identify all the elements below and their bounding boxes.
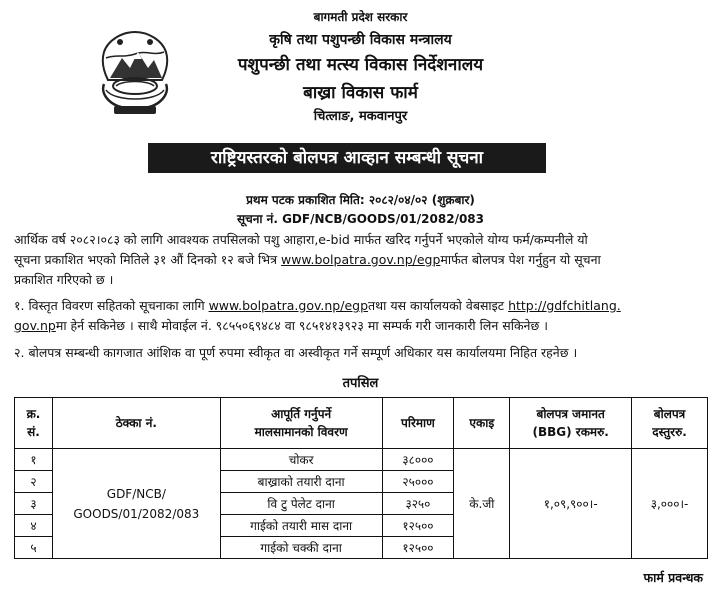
row-item: गाईको तयारी मास दाना xyxy=(220,515,382,537)
row-qty: १२५०० xyxy=(382,515,454,537)
row-sn: २ xyxy=(15,471,53,493)
unit-cell: के.जी xyxy=(454,449,510,559)
office-website-link[interactable]: http://gdfchitlang. xyxy=(508,298,621,313)
row-sn: १ xyxy=(15,449,53,471)
row-sn: ३ xyxy=(15,493,53,515)
notice-title: राष्ट्रियस्तरको बोलपत्र आव्हान सम्बन्धी सूचना xyxy=(148,143,546,173)
signatory-title: फार्म प्रवन्धक xyxy=(643,570,703,585)
published-date-label: प्रथम पटक प्रकाशित मिति: xyxy=(246,193,365,207)
farm-name: बाख्रा विकास फार्म xyxy=(303,83,418,103)
row-sn: ५ xyxy=(15,537,53,559)
fee-amount: ३,०००।- xyxy=(632,449,708,559)
contract-number: GDF/NCB/ GOODS/01/2082/083 xyxy=(52,449,220,559)
bolpatra-link[interactable]: www.bolpatra.gov.np/egp xyxy=(208,298,369,313)
row-qty: २५००० xyxy=(382,471,454,493)
intro-paragraph xyxy=(14,230,714,290)
col-unit: एकाइ xyxy=(454,398,510,449)
point-text: तथा यस कार्यालयको वेबसाइट xyxy=(368,298,509,313)
egp-link[interactable]: www.bolpatra.gov.np/egp xyxy=(280,252,441,267)
point-1-line-2 xyxy=(14,316,714,336)
table-header-row xyxy=(15,398,708,449)
table-row xyxy=(15,449,708,471)
tender-table xyxy=(14,397,708,559)
notice-number-label: सूचना नं. xyxy=(236,212,278,226)
point-text: मा हेर्न सकिनेछ । साथै मोवाईल नं. ९८५५०६९४८४ वा ९८५१४१३९२३ मा सम्पर्क गरी जानकारी लिन सकिनेछ । xyxy=(55,318,548,333)
table-caption: तपसिल xyxy=(342,376,379,391)
row-qty: ३८००० xyxy=(382,449,454,471)
row-item: चोकर xyxy=(220,449,382,471)
notice-number: GDF/NCB/GOODS/01/2082/083 xyxy=(282,212,484,226)
row-qty: ३२५० xyxy=(382,493,454,515)
point-text: १. विस्तृत विवरण सहितको सूचनाका लागि xyxy=(14,298,209,313)
published-date-line xyxy=(0,191,721,208)
point-2-line: २. बोलपत्र सम्बन्धी कागजात आंशिक वा पूर्ण रुपमा स्वीकृत वा अस्वीकृत गर्ने सम्पूर्ण अधिकार यस कार्यालयमा निहित रहनेछ । xyxy=(14,345,578,360)
intro-line-1: आर्थिक वर्ष २०८२।०८३ को लागि आवश्यक तपसिलको पशु आहारा,e-bid मार्फत खरिद गर्नुपर्ने भएकोले योग्य फर्म/कम्पनीले यो xyxy=(14,232,588,247)
col-description: आपूर्ति गर्नुपर्ने मालसामानको विवरण xyxy=(220,398,382,449)
point-2 xyxy=(14,343,714,363)
row-item: बाख्राको तयारी दाना xyxy=(220,471,382,493)
intro-line-3: प्रकाशित गरिएको छ । xyxy=(14,272,114,287)
point-1 xyxy=(14,296,714,336)
bbg-amount: १,०९,९००।- xyxy=(510,449,632,559)
col-sn: क्र. सं. xyxy=(15,398,53,449)
row-sn: ४ xyxy=(15,515,53,537)
col-fee: बोलपत्र दस्तुररु. xyxy=(632,398,708,449)
office-website-link-cont[interactable]: gov.np xyxy=(14,318,56,333)
col-contract: ठेक्का नं. xyxy=(52,398,220,449)
row-item: गाईको चक्की दाना xyxy=(220,537,382,559)
published-date: २०८२/०४/०२ (शुक्रबार) xyxy=(368,193,475,207)
row-item: वि टु पेलेट दाना xyxy=(220,493,382,515)
province-name: बागमती प्रदेश सरकार xyxy=(313,10,408,24)
ministry-name: कृषि तथा पशुपन्छी विकास मन्त्रालय xyxy=(269,32,452,48)
intro-line-2 xyxy=(14,250,714,270)
intro-text: मार्फत बोलपत्र पेश गर्नुहुन यो सूचना xyxy=(440,252,601,267)
point-1-line-1 xyxy=(14,296,714,316)
notice-number-line xyxy=(0,210,721,227)
row-qty: १२५०० xyxy=(382,537,454,559)
directorate-name: पशुपन्छी तथा मत्स्य विकास निर्देशनालय xyxy=(237,55,484,75)
intro-text: सूचना प्रकाशित भएको मितिले ३१ औं दिनको १२ बजे भित्र xyxy=(14,252,281,267)
col-quantity: परिमाण xyxy=(382,398,454,449)
col-bbg: बोलपत्र जमानत (BBG) रकमरु. xyxy=(510,398,632,449)
office-location: चित्लाङ, मकवानपुर xyxy=(313,109,408,124)
